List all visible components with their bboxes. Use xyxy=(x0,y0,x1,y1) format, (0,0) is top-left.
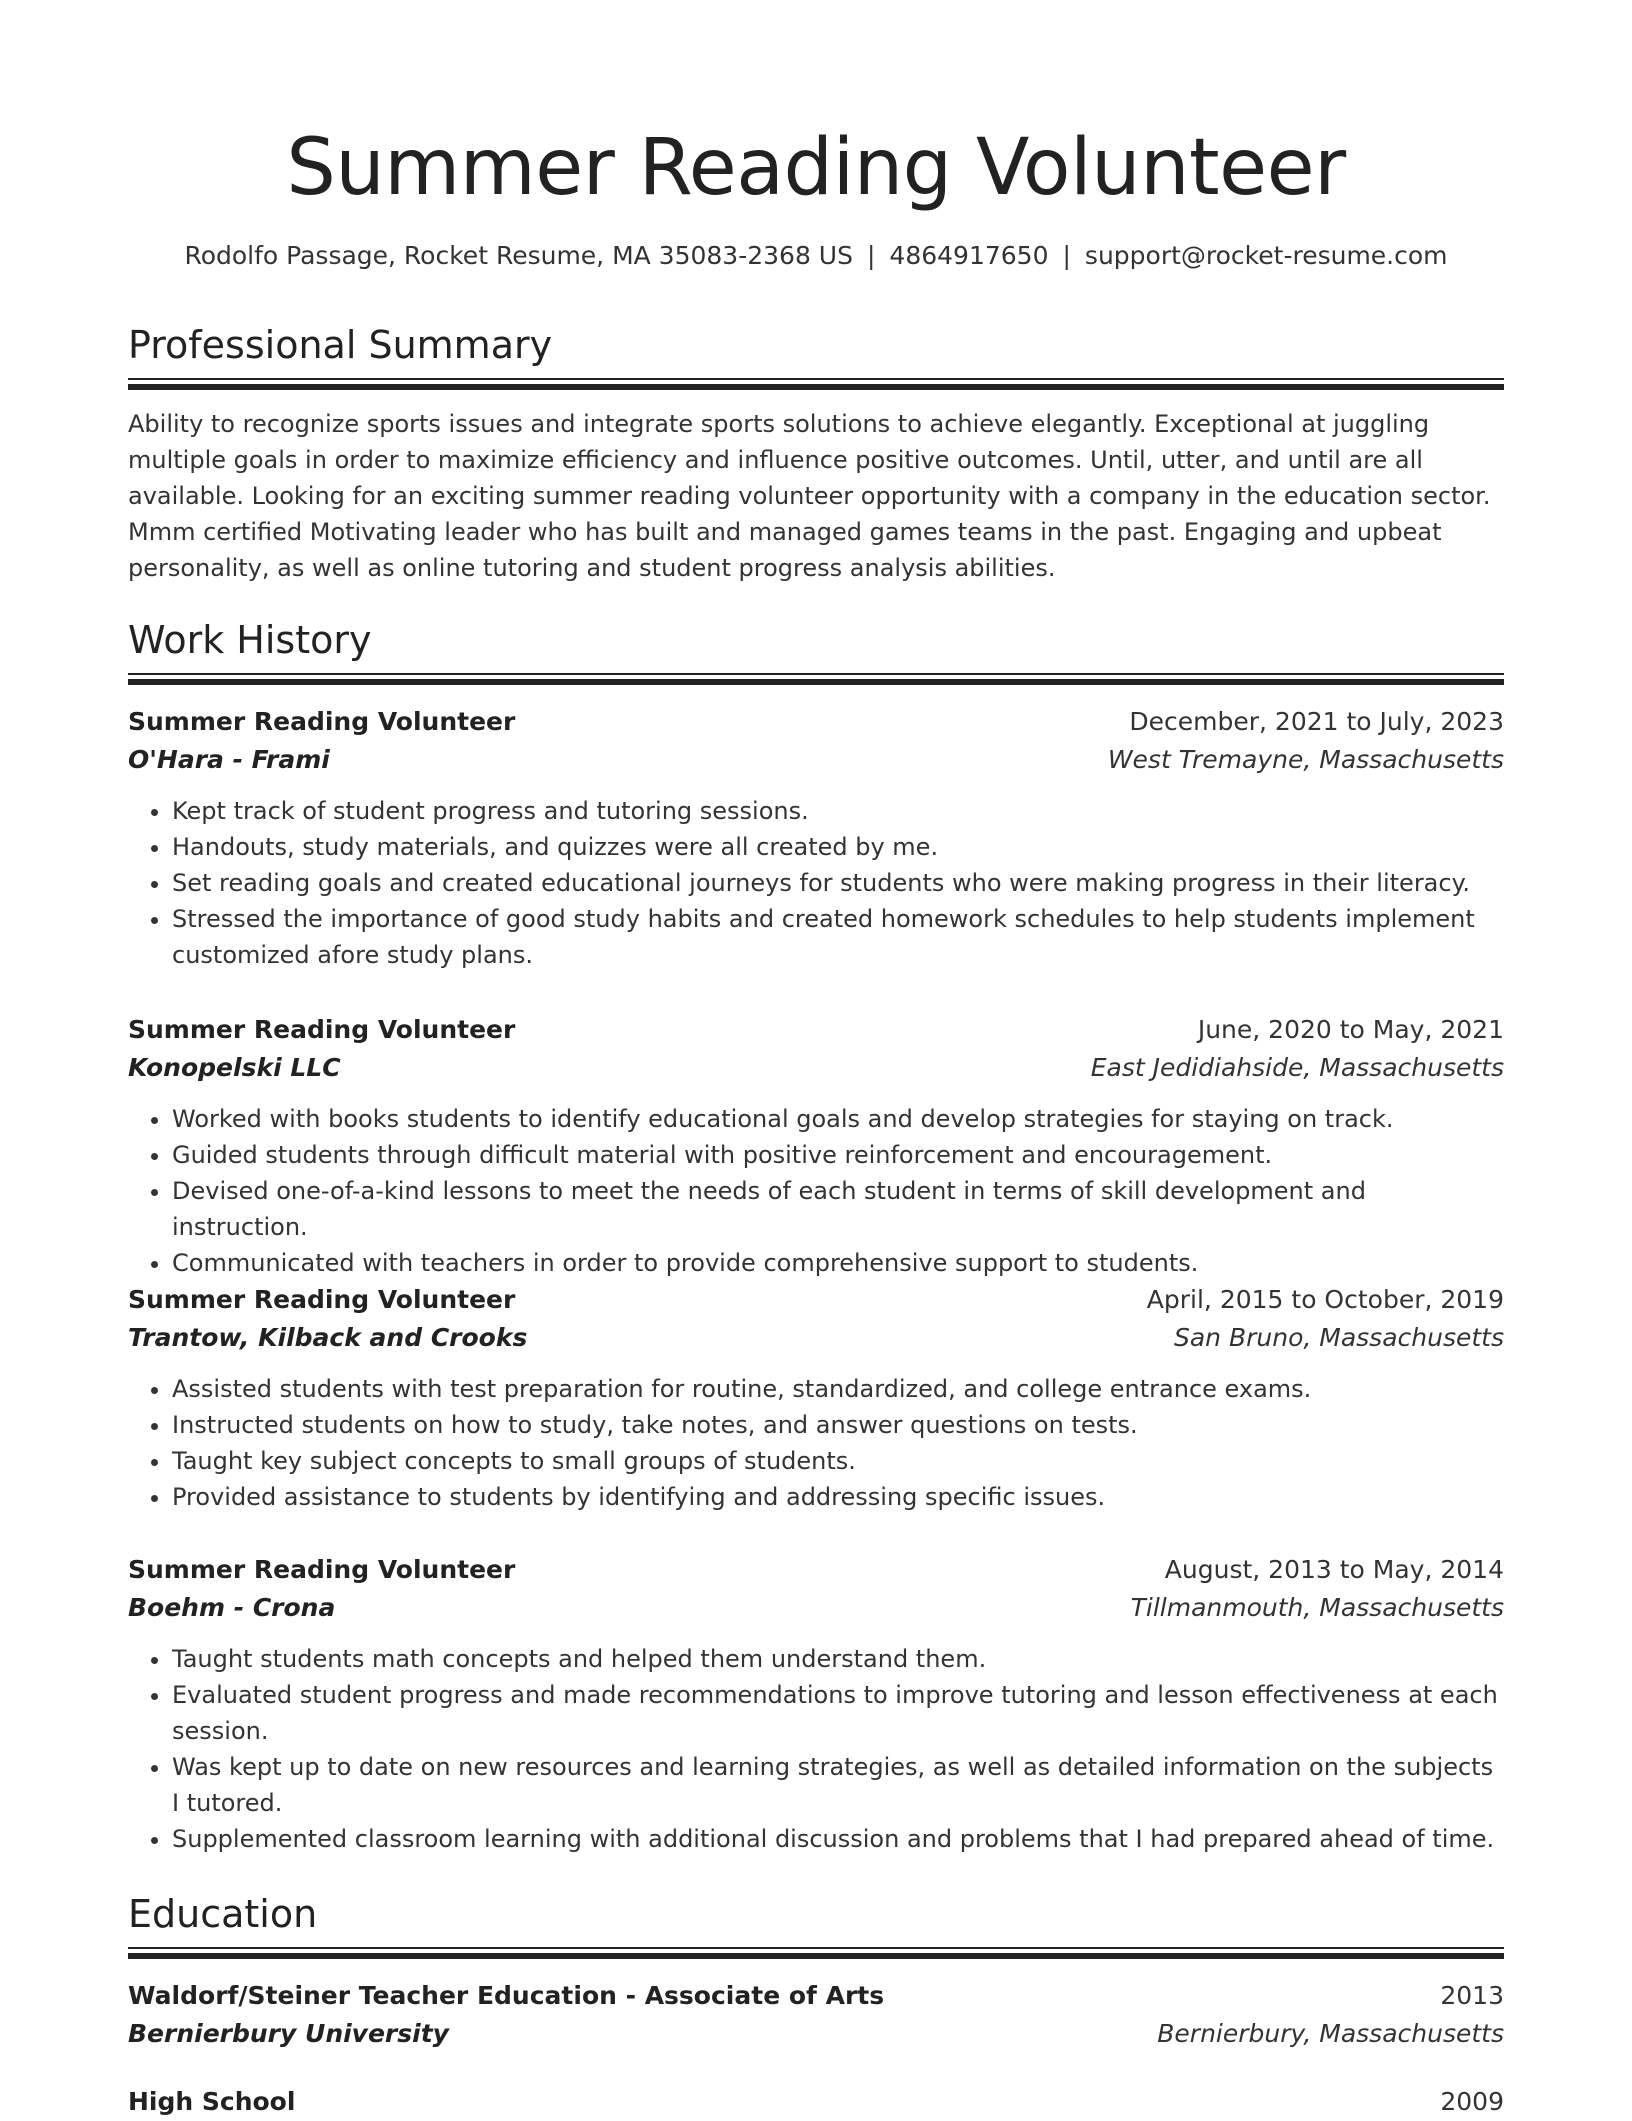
job-location: West Tremayne, Massachusetts xyxy=(1107,745,1504,774)
job-bullets xyxy=(128,793,1504,973)
job-bullets xyxy=(128,1101,1504,1281)
job-bullet: • Taught students math concepts and helped them understand them. xyxy=(172,1641,1504,1677)
education-school: Bernierbury University xyxy=(128,2019,449,2048)
job-dates: December, 2021 to July, 2023 xyxy=(1129,707,1504,736)
summary-text: Ability to recognize sports issues and integrate sports solutions to achieve elegantly. Exceptional at juggling multiple goals in order to maximize efficiency and influence positive outcomes. Until, utter, and until are all available. Looking for an exciting summer reading volunteer opportunity with a company in the education sector. Mmm certified Motivating leader who has built and managed games teams in the past. Engaging and upbeat personality, as well as online tutoring and student progress analysis abilities. xyxy=(128,410,1491,582)
work-entry xyxy=(128,703,1504,973)
job-title: Summer Reading Volunteer xyxy=(128,1015,516,1044)
section-divider xyxy=(128,378,1504,390)
job-bullets xyxy=(128,1371,1504,1515)
job-bullet: • Set reading goals and created educational journeys for students who were making progress in their literacy. xyxy=(172,865,1504,901)
job-bullet: • Instructed students on how to study, take notes, and answer questions on tests. xyxy=(172,1407,1504,1443)
job-bullet: • Taught key subject concepts to small groups of students. xyxy=(172,1443,1504,1479)
education-degree: Waldorf/Steiner Teacher Education - Associate of Arts xyxy=(128,1981,885,2010)
job-company-row xyxy=(128,741,1504,779)
job-bullet: • Kept track of student progress and tutoring sessions. xyxy=(172,793,1504,829)
work-entry xyxy=(128,1011,1504,1281)
section-divider xyxy=(128,673,1504,685)
job-bullets xyxy=(128,1641,1504,1857)
job-company: Boehm - Crona xyxy=(128,1593,336,1622)
job-bullet: • Assisted students with test preparation for routine, standardized, and college entrance exams. xyxy=(172,1371,1504,1407)
education-location: Bernierbury, Massachusetts xyxy=(1157,2019,1504,2048)
education-header-row xyxy=(128,2083,1504,2121)
contact-address: Rodolfo Passage, Rocket Resume, MA 35083-2368 US xyxy=(184,241,853,270)
job-location: Tillmanmouth, Massachusetts xyxy=(1130,1593,1504,1622)
job-title: Summer Reading Volunteer xyxy=(128,707,516,736)
job-header-row xyxy=(128,1011,1504,1049)
contact-phone: 4864917650 xyxy=(889,241,1049,270)
job-title: Summer Reading Volunteer xyxy=(128,1555,516,1584)
contact-email: support@rocket-resume.com xyxy=(1084,241,1448,270)
contact-separator: | xyxy=(866,241,876,270)
job-company-row xyxy=(128,1049,1504,1087)
job-bullet: • Worked with books students to identify educational goals and develop strategies for staying on track. xyxy=(172,1101,1504,1137)
section-divider xyxy=(128,1947,1504,1959)
education-year: 2013 xyxy=(1440,1981,1504,2010)
job-dates: April, 2015 to October, 2019 xyxy=(1146,1285,1504,1314)
job-company: O'Hara - Frami xyxy=(128,745,330,774)
job-bullet: • Evaluated student progress and made recommendations to improve tutoring and lesson effectiveness at each session. xyxy=(172,1677,1504,1749)
work-entry xyxy=(128,1281,1504,1515)
job-company: Konopelski LLC xyxy=(128,1053,341,1082)
job-company-row xyxy=(128,1589,1504,1627)
job-dates: June, 2020 to May, 2021 xyxy=(1197,1015,1504,1044)
job-bullet: • Stressed the importance of good study habits and created homework schedules to help students implement customized afore study plans. xyxy=(172,901,1504,973)
work-entry xyxy=(128,1551,1504,1857)
education-year: 2009 xyxy=(1440,2087,1504,2116)
job-title: Summer Reading Volunteer xyxy=(128,1285,516,1314)
education-degree: High School xyxy=(128,2087,296,2116)
job-bullet: • Handouts, study materials, and quizzes were all created by me. xyxy=(172,829,1504,865)
job-dates: August, 2013 to May, 2014 xyxy=(1164,1555,1504,1584)
job-bullet: • Guided students through difficult material with positive reinforcement and encouragement. xyxy=(172,1137,1504,1173)
contact-separator: | xyxy=(1062,241,1071,270)
job-bullet: • Provided assistance to students by identifying and addressing specific issues. xyxy=(172,1479,1504,1515)
education-school-row xyxy=(128,2015,1504,2053)
resume-title: Summer Reading Volunteer xyxy=(286,123,1346,213)
job-header-row xyxy=(128,1551,1504,1589)
job-header-row xyxy=(128,703,1504,741)
job-location: San Bruno, Massachusetts xyxy=(1173,1323,1504,1352)
job-bullet: • Supplemented classroom learning with additional discussion and problems that I had prepared ahead of time. xyxy=(172,1821,1504,1857)
education-header-row xyxy=(128,1977,1504,2015)
job-header-row xyxy=(128,1281,1504,1319)
education-entry xyxy=(128,2083,1504,2121)
education-entry xyxy=(128,1977,1504,2053)
job-company: Trantow, Kilback and Crooks xyxy=(128,1323,528,1352)
job-bullet: • Was kept up to date on new resources and learning strategies, as well as detailed information on the subjects I tutored. xyxy=(172,1749,1504,1821)
summary-heading: Professional Summary xyxy=(128,323,553,367)
job-location: East Jedidiahside, Massachusetts xyxy=(1090,1053,1504,1082)
work-history-heading: Work History xyxy=(128,618,372,662)
education-heading: Education xyxy=(128,1892,318,1936)
contact-line xyxy=(128,238,1504,274)
job-bullet: • Devised one-of-a-kind lessons to meet the needs of each student in terms of skill development and instruction. xyxy=(172,1173,1504,1245)
job-company-row xyxy=(128,1319,1504,1357)
job-bullet: • Communicated with teachers in order to provide comprehensive support to students. xyxy=(172,1245,1504,1281)
